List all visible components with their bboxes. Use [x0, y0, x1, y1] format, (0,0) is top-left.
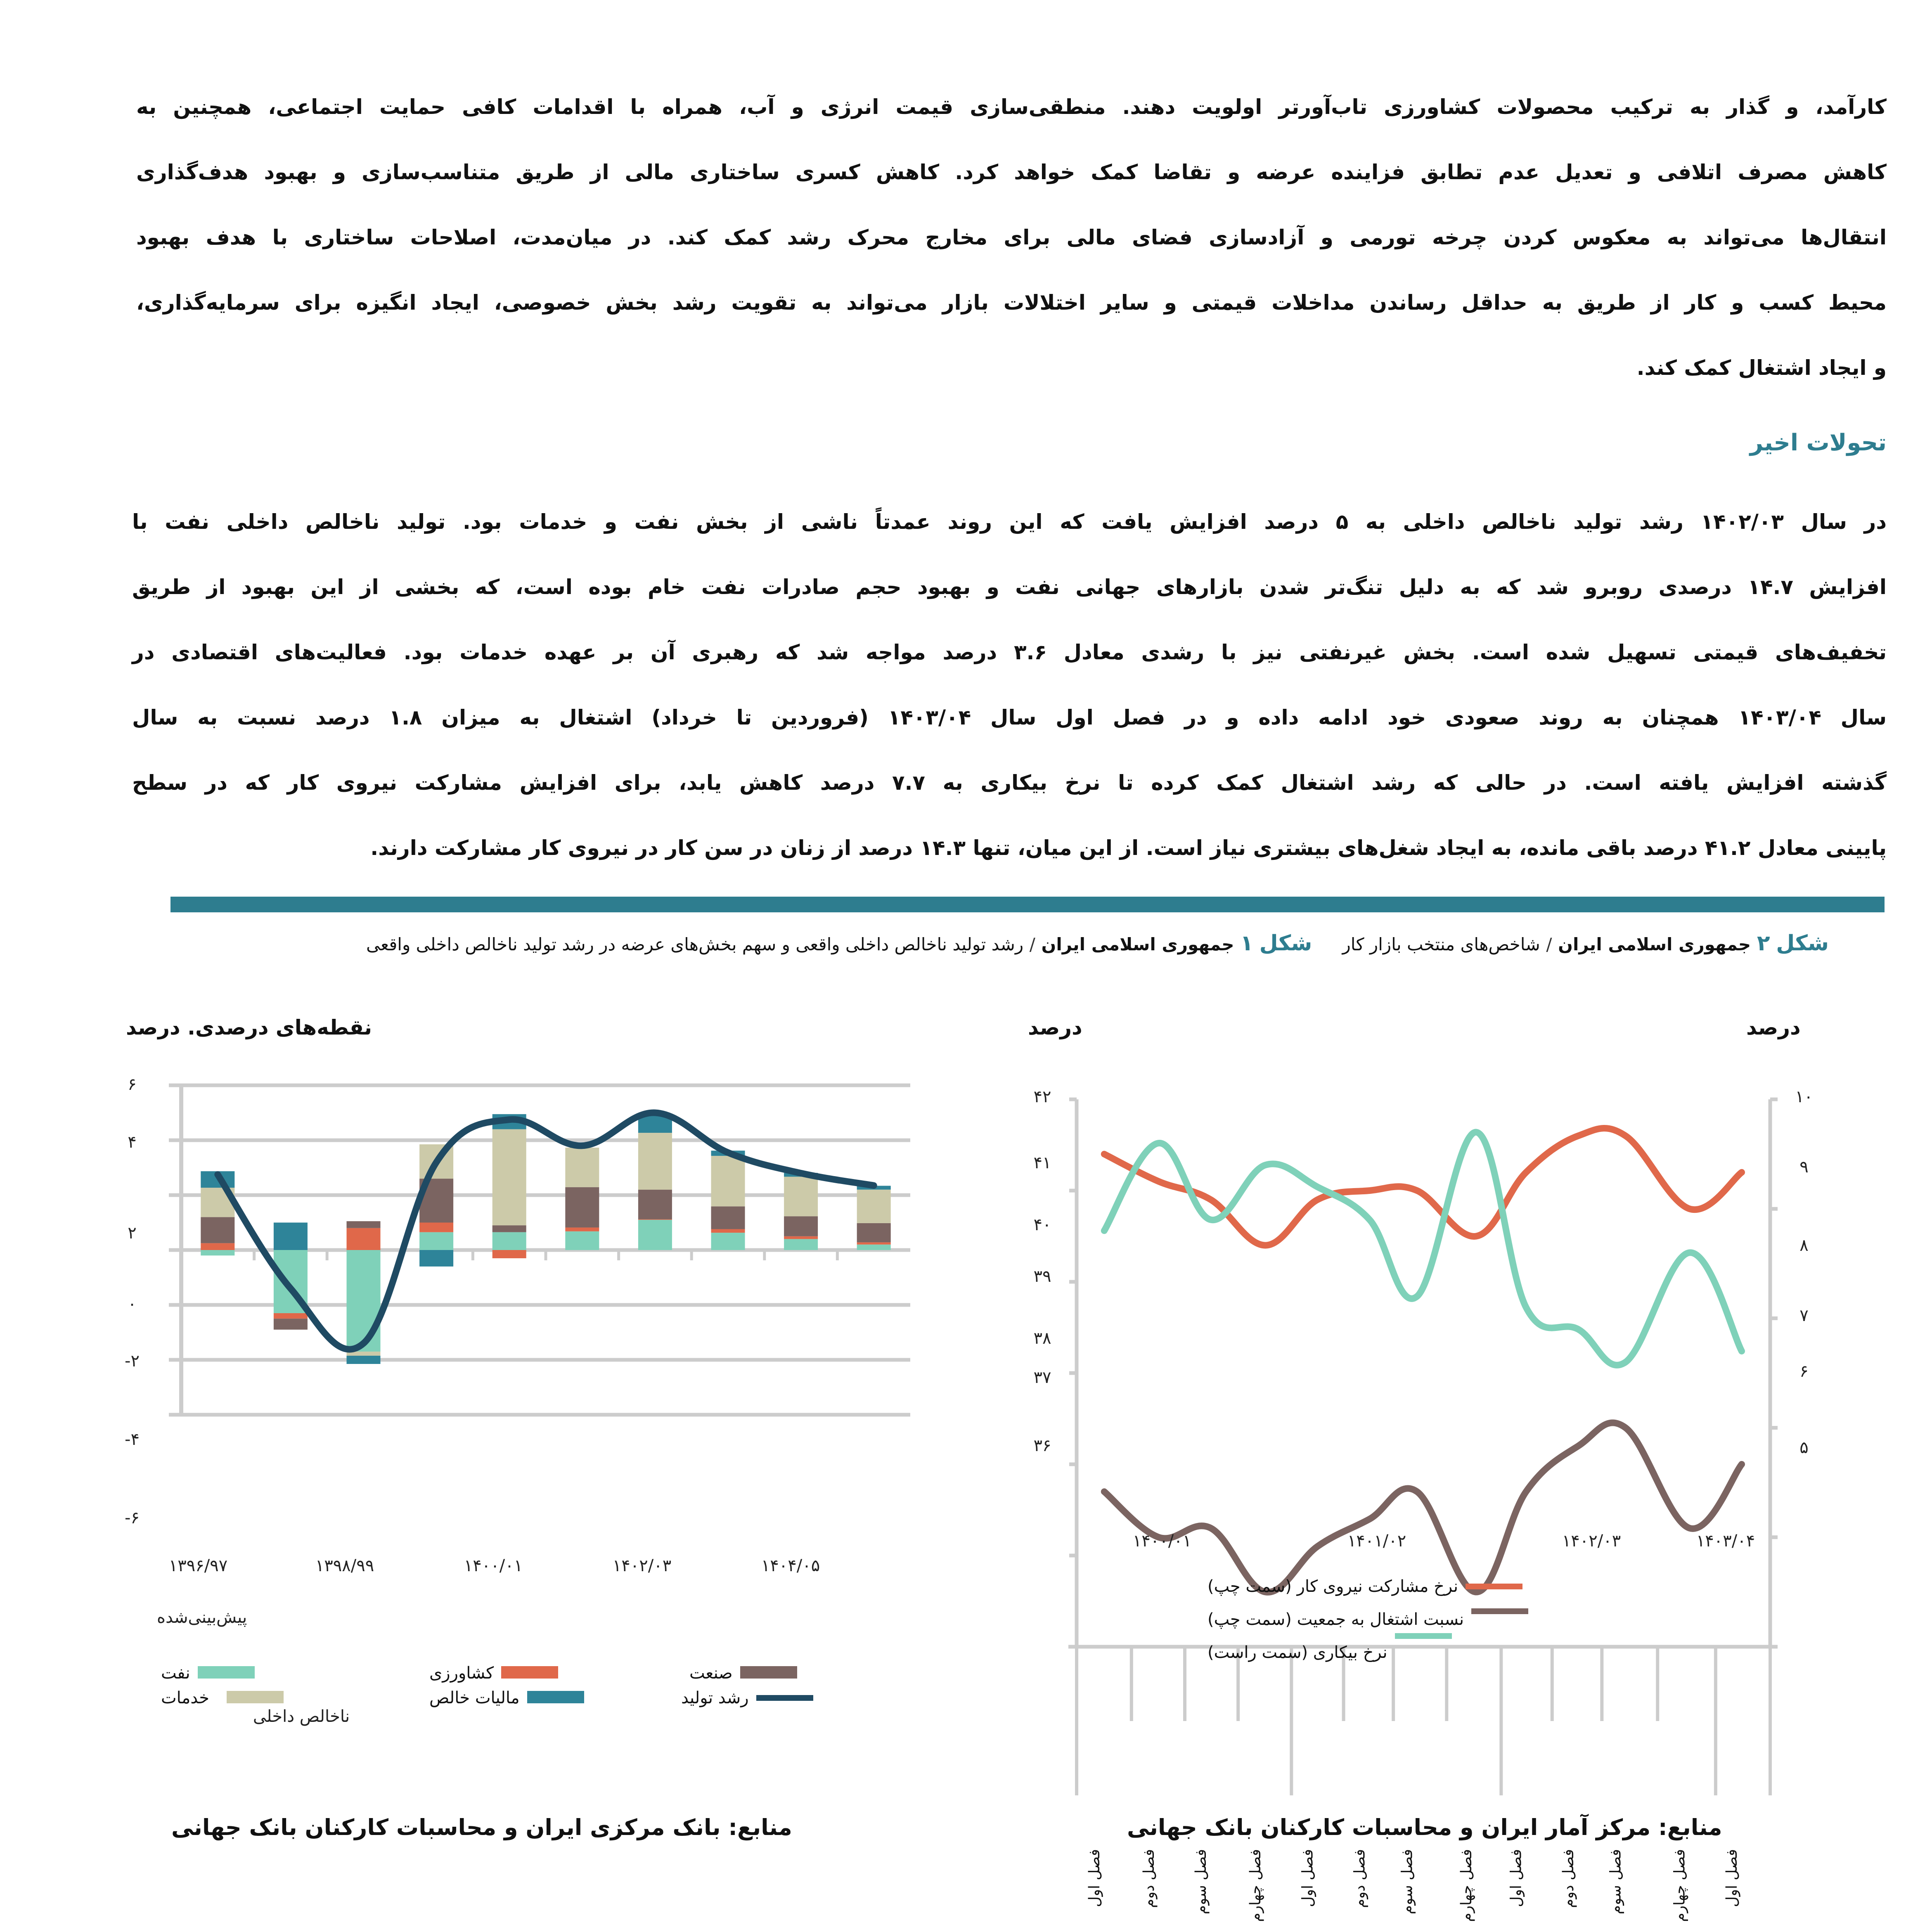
fig1-number: ۱ [1240, 931, 1253, 956]
fig1-source: منابع: بانک مرکزی ایران و محاسبات کارکنان بانک جهانی [171, 1814, 792, 1840]
y-tick-label: -۲ [125, 1352, 140, 1371]
left-tick-label: ۴۱ [1033, 1153, 1051, 1172]
quarter-label: فصل دوم [1140, 1849, 1158, 1908]
quarter-label: فصل چهارم [1458, 1849, 1475, 1922]
left-tick-label: ۴۲ [1033, 1087, 1051, 1106]
legend-net-taxes [421, 1688, 584, 1707]
paragraph-line: کارآمد، و گذار به ترکیب محصولات کشاورزی تاب‌آورتر اولویت دهند. منطقی‌سازی قیمت انرژی و آب، همراه با اقدامات کافی حمایت اجتماعی، همچنین به [136, 95, 1887, 119]
left-tick-label: ۳۶ [1033, 1436, 1051, 1455]
fig2-title: شاخص‌های منتخب بازار کار [1342, 934, 1540, 954]
fig1-y-unit: نقطه‌های درصدی. درصد [126, 1016, 372, 1039]
paragraph-line: در سال ۱۴۰۲/۰۳ رشد تولید ناخالص داخلی به ۵ درصد افزایش یافت که این روند عمدتاً ناشی از بخش نفت و خدمات بود. تولید ناخالص داخلی نفت با [132, 510, 1887, 534]
legend-label: نرخ بیکاری (سمت راست) [1208, 1643, 1387, 1662]
y-tick-label: ۰ [128, 1295, 137, 1314]
line-employment_ratio [1104, 1423, 1742, 1592]
line-lfpr [1104, 1128, 1742, 1245]
fig1-x-tick-label: ۱۴۰۲/۰۳ [612, 1556, 672, 1575]
fig1-label: شکل [1259, 931, 1312, 956]
fig1-x-tick-label: ۱۴۰۴/۰۵ [761, 1556, 820, 1575]
quarter-label: فصل اول [1724, 1849, 1741, 1907]
y-tick-label: ۴ [128, 1133, 137, 1152]
fig2-year-label: ۱۴۰۱/۰۲ [1347, 1532, 1406, 1551]
legend-swatch-unemployment [1395, 1633, 1452, 1639]
y-tick-label: ۲ [128, 1224, 137, 1243]
fig2-left-y-unit: درصد [1028, 1016, 1082, 1039]
legend-label: نسبت اشتغال به جمعیت (سمت چپ) [1208, 1610, 1464, 1629]
legend-swatch-oil [198, 1666, 255, 1679]
legend-employment-ratio [1208, 1610, 1528, 1629]
legend-label: کشاورزی [429, 1664, 494, 1683]
quarter-label: فصل سوم [1399, 1849, 1416, 1915]
quarter-label: فصل سوم [1193, 1849, 1210, 1915]
paragraph-line: کاهش مصرف اتلافی و تعدیل عدم تطابق فزاینده عرضه و تقاضا کمک خواهد کرد. کاهش کسری ساختاری مالی از طریق متناسب‌سازی و بهبود هدف‌گذاری [136, 160, 1887, 184]
right-tick-label: ۵ [1799, 1438, 1809, 1457]
paragraph-line: و ایجاد اشتغال کمک کند. [1636, 356, 1887, 380]
paragraph-line: پایینی معادل ۴۱.۲ درصد باقی مانده، به ایجاد شغل‌های بیشتری نیاز است. از این میان، تنها ۱۴.۳ درصد از زنان در سن کار در نیروی کار مشارکت دارند. [370, 836, 1887, 860]
legend-industry [681, 1664, 797, 1683]
legend-label: خدمات [161, 1688, 209, 1707]
fig2-year-label: ۱۴۰۲/۰۳ [1562, 1532, 1621, 1551]
fig1-separator: / [1029, 934, 1035, 954]
paragraph-line: سال ۱۴۰۳/۰۴ همچنان به روند صعودی خود ادامه داده و در فصل اول سال ۱۴۰۳/۰۴ (فروردین تا خرداد) اشتغال به میزان ۱.۸ درصد نسبت به سال [132, 706, 1887, 729]
fig1-forecast-note: پیش‌بینی‌شده [157, 1608, 247, 1627]
legend-services [161, 1688, 284, 1707]
paragraph-line: انتقال‌ها می‌تواند به معکوس کردن چرخه تورمی و آزادسازی فضای مالی برای مخارج محرک رشد کمک کند. در میان‌مدت، اصلاحات ساختاری با هدف بهبود [136, 225, 1887, 249]
legend-swatch-agriculture [501, 1666, 558, 1679]
section-heading: تحولات اخیر [1750, 429, 1887, 456]
paragraph-line: افزایش ۱۴.۷ درصدی روبرو شد که به دلیل تنگ‌تر شدن بازارهای جهانی نفت و بهبود حجم صادرات نفت خام بوده است، که بخشی از این بهبود از طریق [132, 575, 1887, 599]
y-tick-label: ۶ [128, 1075, 137, 1094]
fig2-year-label: ۱۴۰۰/۰۱ [1132, 1532, 1192, 1551]
fig1-country: جمهوری اسلامی ایران [1041, 934, 1234, 954]
left-tick-label: ۳۹ [1033, 1267, 1051, 1286]
paragraph-line: تخفیف‌های قیمتی تسهیل شده است. بخش غیرنفتی نیز با رشدی معادل ۳.۶ درصد مواجه شد که رهبری آن بر عهده خدمات بود. فعالیت‌های اقتصادی در [132, 640, 1887, 664]
legend-swatch-industry [740, 1666, 797, 1679]
right-tick-label: ۱۰ [1795, 1087, 1813, 1106]
quarter-label: فصل چهارم [1247, 1849, 1264, 1922]
quarter-label: فصل اول [1299, 1849, 1316, 1907]
legend-swatch-employment-ratio [1471, 1608, 1528, 1614]
paragraph-line: گذشته افزایش یافته است. در حالی که رشد اشتغال کمک کرده تا نرخ بیکاری به ۷.۷ درصد کاهش یابد، برای افزایش مشارکت نیروی کار که در سطح [132, 771, 1887, 795]
legend-label-services-cont: ناخالص داخلی [253, 1707, 350, 1726]
legend-lfpr [1208, 1577, 1522, 1596]
right-tick-label: ۷ [1799, 1306, 1809, 1325]
fig1-x-tick-label: ۱۳۹۸/۹۹ [315, 1556, 374, 1575]
legend-label: رشد تولید [681, 1688, 749, 1707]
quarter-label: فصل سوم [1607, 1849, 1624, 1915]
quarter-label: فصل اول [1508, 1849, 1525, 1907]
paragraph-line: محیط کسب و کار از طریق به حداقل رساندن مداخلات قیمتی و سایر اختلالات بازار می‌تواند به تقویت رشد بخش خصوصی، ایجاد انگیزه برای سرمایه‌گذاری، [136, 291, 1887, 315]
right-tick-label: ۸ [1799, 1236, 1809, 1255]
quarter-label: فصل دوم [1351, 1849, 1368, 1908]
fig2-year-label: ۱۴۰۳/۰۴ [1696, 1532, 1755, 1551]
legend-label: صنعت [689, 1664, 733, 1683]
legend-oil [161, 1664, 255, 1683]
right-tick-label: ۶ [1799, 1362, 1809, 1381]
y-tick-label: -۴ [125, 1430, 140, 1449]
quarter-label: فصل دوم [1560, 1849, 1577, 1908]
right-tick-label: ۹ [1799, 1158, 1809, 1177]
fig2-number: ۲ [1757, 931, 1770, 956]
fig1-title: رشد تولید ناخالص داخلی واقعی و سهم بخش‌های عرضه در رشد تولید ناخالص داخلی واقعی [366, 934, 1024, 954]
fig1-x-tick-label: ۱۳۹۶/۹۷ [168, 1556, 228, 1575]
left-tick-label: ۴۰ [1033, 1215, 1051, 1234]
fig2-right-y-unit: درصد [1746, 1016, 1801, 1039]
legend-gdp-growth [681, 1688, 813, 1707]
quarter-label: فصل چهارم [1671, 1849, 1688, 1922]
legend-swatch-lfpr [1466, 1584, 1522, 1589]
legend-unemployment [1208, 1643, 1452, 1662]
legend-label: نرخ مشارکت نیروی کار (سمت چپ) [1208, 1577, 1458, 1596]
quarter-label: فصل اول [1086, 1849, 1103, 1907]
fig1-x-tick-label: ۱۴۰۰/۰۱ [464, 1556, 523, 1575]
legend-swatch-net-taxes [527, 1691, 584, 1703]
left-tick-label: ۳۸ [1033, 1329, 1051, 1348]
line-unemployment [1104, 1132, 1742, 1365]
legend-swatch-gdp-growth [756, 1695, 813, 1701]
fig2-label: شکل [1776, 931, 1829, 956]
y-tick-label: -۶ [125, 1508, 140, 1527]
legend-label: مالیات خالص [429, 1688, 520, 1707]
fig2-source: منابع: مرکز آمار ایران و محاسبات کارکنان بانک جهانی [1127, 1814, 1722, 1840]
legend-agriculture [421, 1664, 558, 1683]
fig2-country: جمهوری اسلامی ایران [1558, 934, 1751, 954]
left-tick-label: ۳۷ [1033, 1368, 1051, 1387]
legend-label: نفت [161, 1664, 190, 1683]
legend-swatch-services [227, 1691, 284, 1703]
fig2-separator: / [1546, 934, 1552, 954]
